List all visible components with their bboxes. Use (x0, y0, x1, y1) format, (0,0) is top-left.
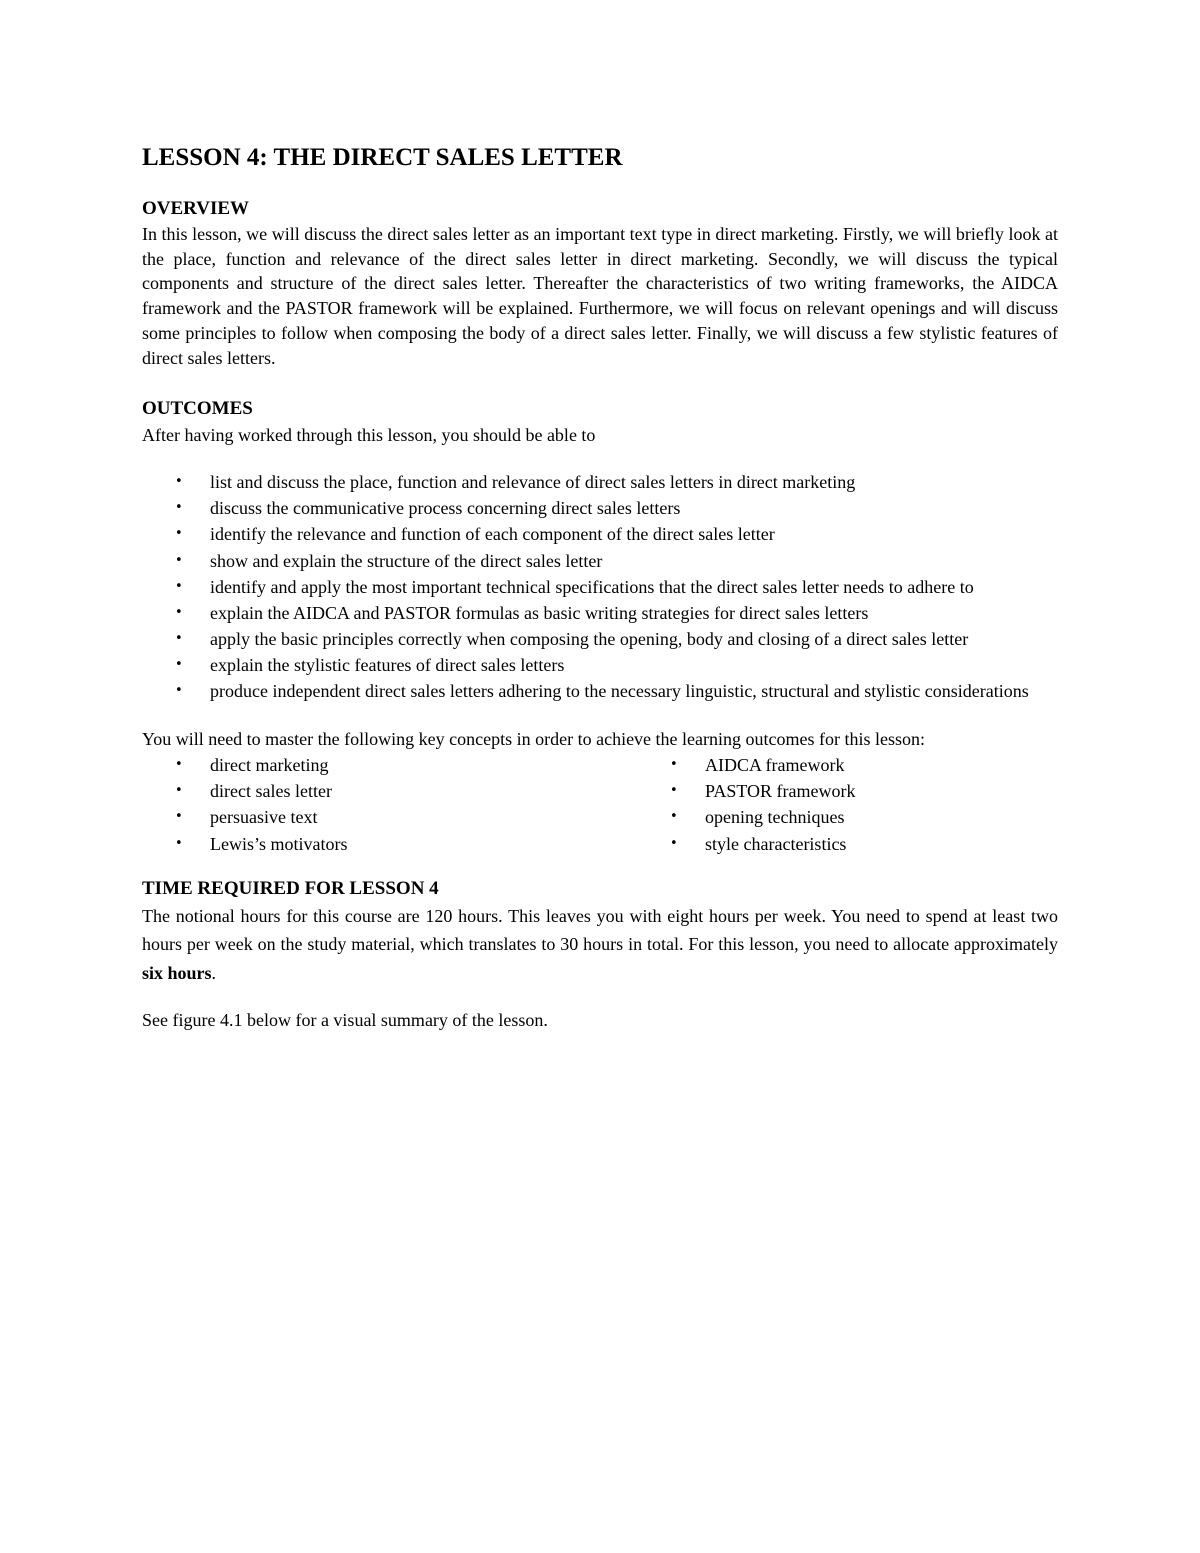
outcomes-heading: OUTCOMES (142, 398, 253, 420)
bullet-icon: • (175, 578, 183, 594)
document-page (142, 138, 1058, 1033)
bullet-icon: • (175, 552, 183, 568)
bullet-icon: • (175, 835, 183, 851)
overview-section (142, 196, 1058, 370)
bullet-icon: • (670, 835, 678, 851)
list-item: • opening techniques (637, 804, 1058, 830)
list-item: • direct marketing (142, 752, 637, 778)
list-item: • discuss the communicative process concerning direct sales letters (142, 496, 1058, 521)
list-item: • direct sales letter (142, 778, 637, 804)
bullet-icon: • (670, 809, 678, 825)
key-concepts-intro: You will need to master the following key concepts in order to achieve the learning outcomes for this lesson: (142, 729, 925, 750)
bullet-icon: • (175, 474, 183, 490)
time-required-text: The notional hours for this course are 120 hours. This leaves you with eight hours per week. You need to spend at least two hours per week on the study material, which translates to 30 hours in total. For this lesson, you need to allocate approximately six hours. (142, 905, 1058, 983)
list-item: • list and discuss the place, function and relevance of direct sales letters in direct marketing (142, 470, 1058, 495)
list-item: • persuasive text (142, 804, 637, 830)
time-emphasis: six hours (142, 962, 212, 983)
bullet-icon: • (175, 630, 183, 646)
list-item: • explain the AIDCA and PASTOR formulas as basic writing strategies for direct sales letters (142, 601, 1058, 626)
key-concepts-columns (142, 752, 1058, 857)
list-item: • PASTOR framework (637, 778, 1058, 804)
bullet-icon: • (175, 604, 183, 620)
bullet-icon: • (175, 809, 183, 825)
bullet-icon: • (175, 783, 183, 799)
lesson-title: LESSON 4: THE DIRECT SALES LETTER (142, 144, 623, 171)
list-item: • explain the stylistic features of direct sales letters (142, 653, 1058, 678)
list-item: • identify the relevance and function of each component of the direct sales letter (142, 522, 1058, 547)
overview-text: In this lesson, we will discuss the direct sales letter as an important text type in direct marketing. Firstly, we will briefly look at the place, function and relevance of the direct sales letter in direct marketing. Secondly, we will discuss the typical components and structure of the direct sales letter. Thereafter the characteristics of two writing frameworks, the AIDCA framework and the PASTOR framework will be explained. Furthermore, we will focus on relevant openings and will discuss some principles to follow when composing the body of a direct sales letter. Finally, we will discuss a few stylistic features of direct sales letters. (142, 224, 1058, 368)
time-required-heading: TIME REQUIRED FOR LESSON 4 (142, 877, 439, 899)
list-item: • produce independent direct sales letters adhering to the necessary linguistic, structural and stylistic considerations (142, 679, 1058, 704)
bullet-icon: • (175, 682, 183, 698)
overview-heading: OVERVIEW (142, 198, 250, 219)
bullet-icon: • (670, 783, 678, 799)
bullet-icon: • (175, 756, 183, 772)
key-concepts-right (637, 752, 1058, 857)
outcomes-section (142, 396, 1058, 703)
bullet-icon: • (175, 526, 183, 542)
list-item: • Lewis’s motivators (142, 831, 637, 857)
outcomes-list (142, 470, 1058, 703)
time-required-section (142, 876, 1058, 987)
list-item: • identify and apply the most important technical specifications that the direct sales letter needs to adhere to (142, 575, 1058, 600)
key-concepts-left (142, 752, 637, 857)
bullet-icon: • (175, 500, 183, 516)
see-figure-text: See figure 4.1 below for a visual summary of the lesson. (142, 1009, 548, 1030)
outcomes-intro: After having worked through this lesson, you should be able to (142, 425, 596, 446)
list-item: • show and explain the structure of the direct sales letter (142, 549, 1058, 574)
key-concepts-section (142, 727, 1058, 857)
bullet-icon: • (175, 656, 183, 672)
list-item: • AIDCA framework (637, 752, 1058, 778)
bullet-icon: • (670, 756, 678, 772)
list-item: • apply the basic principles correctly when composing the opening, body and closing of a direct sales letter (142, 627, 1058, 652)
list-item: • style characteristics (637, 831, 1058, 857)
